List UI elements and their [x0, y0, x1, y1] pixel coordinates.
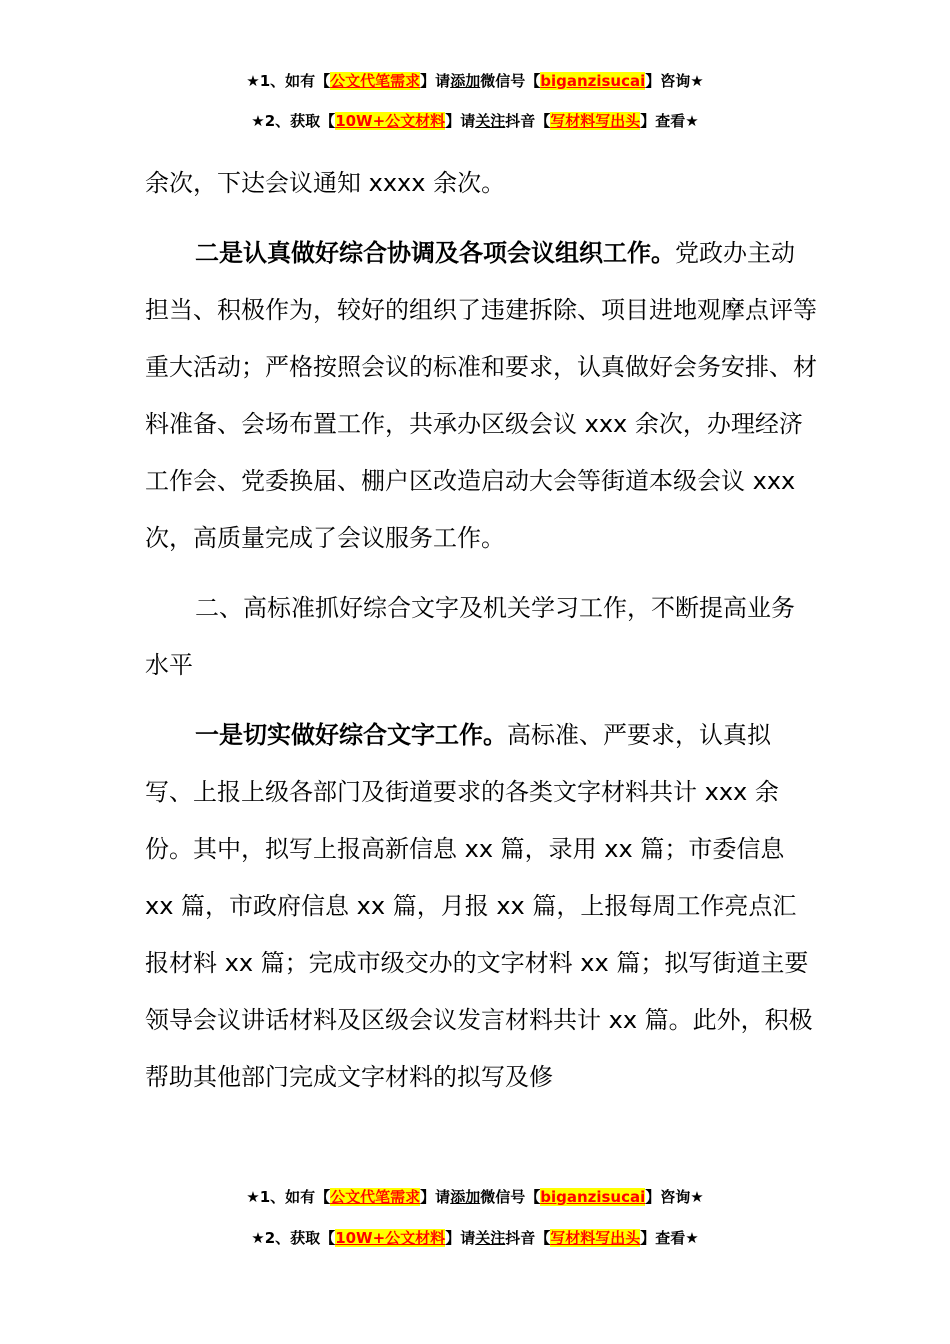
promo-suffix: 】查看★: [640, 112, 699, 130]
promo-mid: 】请: [445, 1229, 476, 1247]
paragraph-coordination: [145, 225, 817, 567]
promo-highlight: 10W+公文材料: [335, 1229, 446, 1247]
footer-promo-line-1: [0, 1186, 950, 1208]
header-promo-line-2: [0, 110, 950, 132]
promo-highlight: 公文代笔需求: [330, 72, 421, 90]
promo-wechat-id: biganzisucai: [540, 1188, 646, 1206]
promo-mid: 】请: [420, 1188, 451, 1206]
promo-suffix: 】查看★: [640, 1229, 699, 1247]
paragraph-lead: 一是切实做好综合文字工作。: [195, 721, 507, 749]
promo-mid: 抖音【: [505, 1229, 551, 1247]
promo-suffix: 】咨询★: [645, 1188, 704, 1206]
promo-mid: 】请: [445, 112, 476, 130]
paragraph-writing: [145, 707, 817, 1106]
promo-prefix: ★2、获取【: [251, 1229, 336, 1247]
promo-emphasis: 添加: [450, 72, 481, 90]
promo-mid: 微信号【: [480, 72, 541, 90]
promo-mid: 】请: [420, 72, 451, 90]
promo-emphasis: 关注: [475, 112, 506, 130]
promo-highlight: 公文代笔需求: [330, 1188, 421, 1206]
promo-prefix: ★1、如有【: [246, 1188, 331, 1206]
promo-emphasis: 关注: [475, 1229, 506, 1247]
promo-highlight: 10W+公文材料: [335, 112, 446, 130]
section-heading: 二、高标准抓好综合文字及机关学习工作，不断提高业务水平: [145, 594, 795, 679]
paragraph-lead: 二是认真做好综合协调及各项会议组织工作。: [195, 239, 675, 267]
promo-douyin-id: 写材料写出头: [550, 1229, 641, 1247]
paragraph-text: 高标准、严要求，认真拟写、上报上级各部门及街道要求的各类文字材料共计 xxx 余份。其中，拟写上报高新信息 xx 篇，录用 xx 篇；市委信息 xx 篇，市政府信息 xx 篇，月报 xx 篇，上报每周工作亮点汇报材料 xx 篇；完成市级交办的文字材料 xx 篇；拟写街道主要领导会议讲话材料及区级会议发言材料共计 xx 篇。此外，积极帮助其他部门完成文字材料的拟写及修: [145, 721, 813, 1091]
promo-prefix: ★2、获取【: [251, 112, 336, 130]
promo-prefix: ★1、如有【: [246, 72, 331, 90]
promo-emphasis: 添加: [450, 1188, 481, 1206]
document-body: [145, 155, 817, 1106]
header-promo-line-1: [0, 70, 950, 92]
promo-suffix: 】咨询★: [645, 72, 704, 90]
paragraph-continuation: 余次，下达会议通知 xxxx 余次。: [145, 169, 506, 197]
footer-promo-line-2: [0, 1227, 950, 1249]
promo-douyin-id: 写材料写出头: [550, 112, 641, 130]
promo-wechat-id: biganzisucai: [540, 72, 646, 90]
promo-mid: 微信号【: [480, 1188, 541, 1206]
paragraph-text: 党政办主动担当、积极作为，较好的组织了违建拆除、项目进地观摩点评等重大活动；严格按照会议的标准和要求，认真做好会务安排、材料准备、会场布置工作，共承办区级会议 xxx 余次，办理经济工作会、党委换届、棚户区改造启动大会等街道本级会议 xxx 次，高质量完成了会议服务工作。: [145, 239, 817, 552]
promo-mid: 抖音【: [505, 112, 551, 130]
